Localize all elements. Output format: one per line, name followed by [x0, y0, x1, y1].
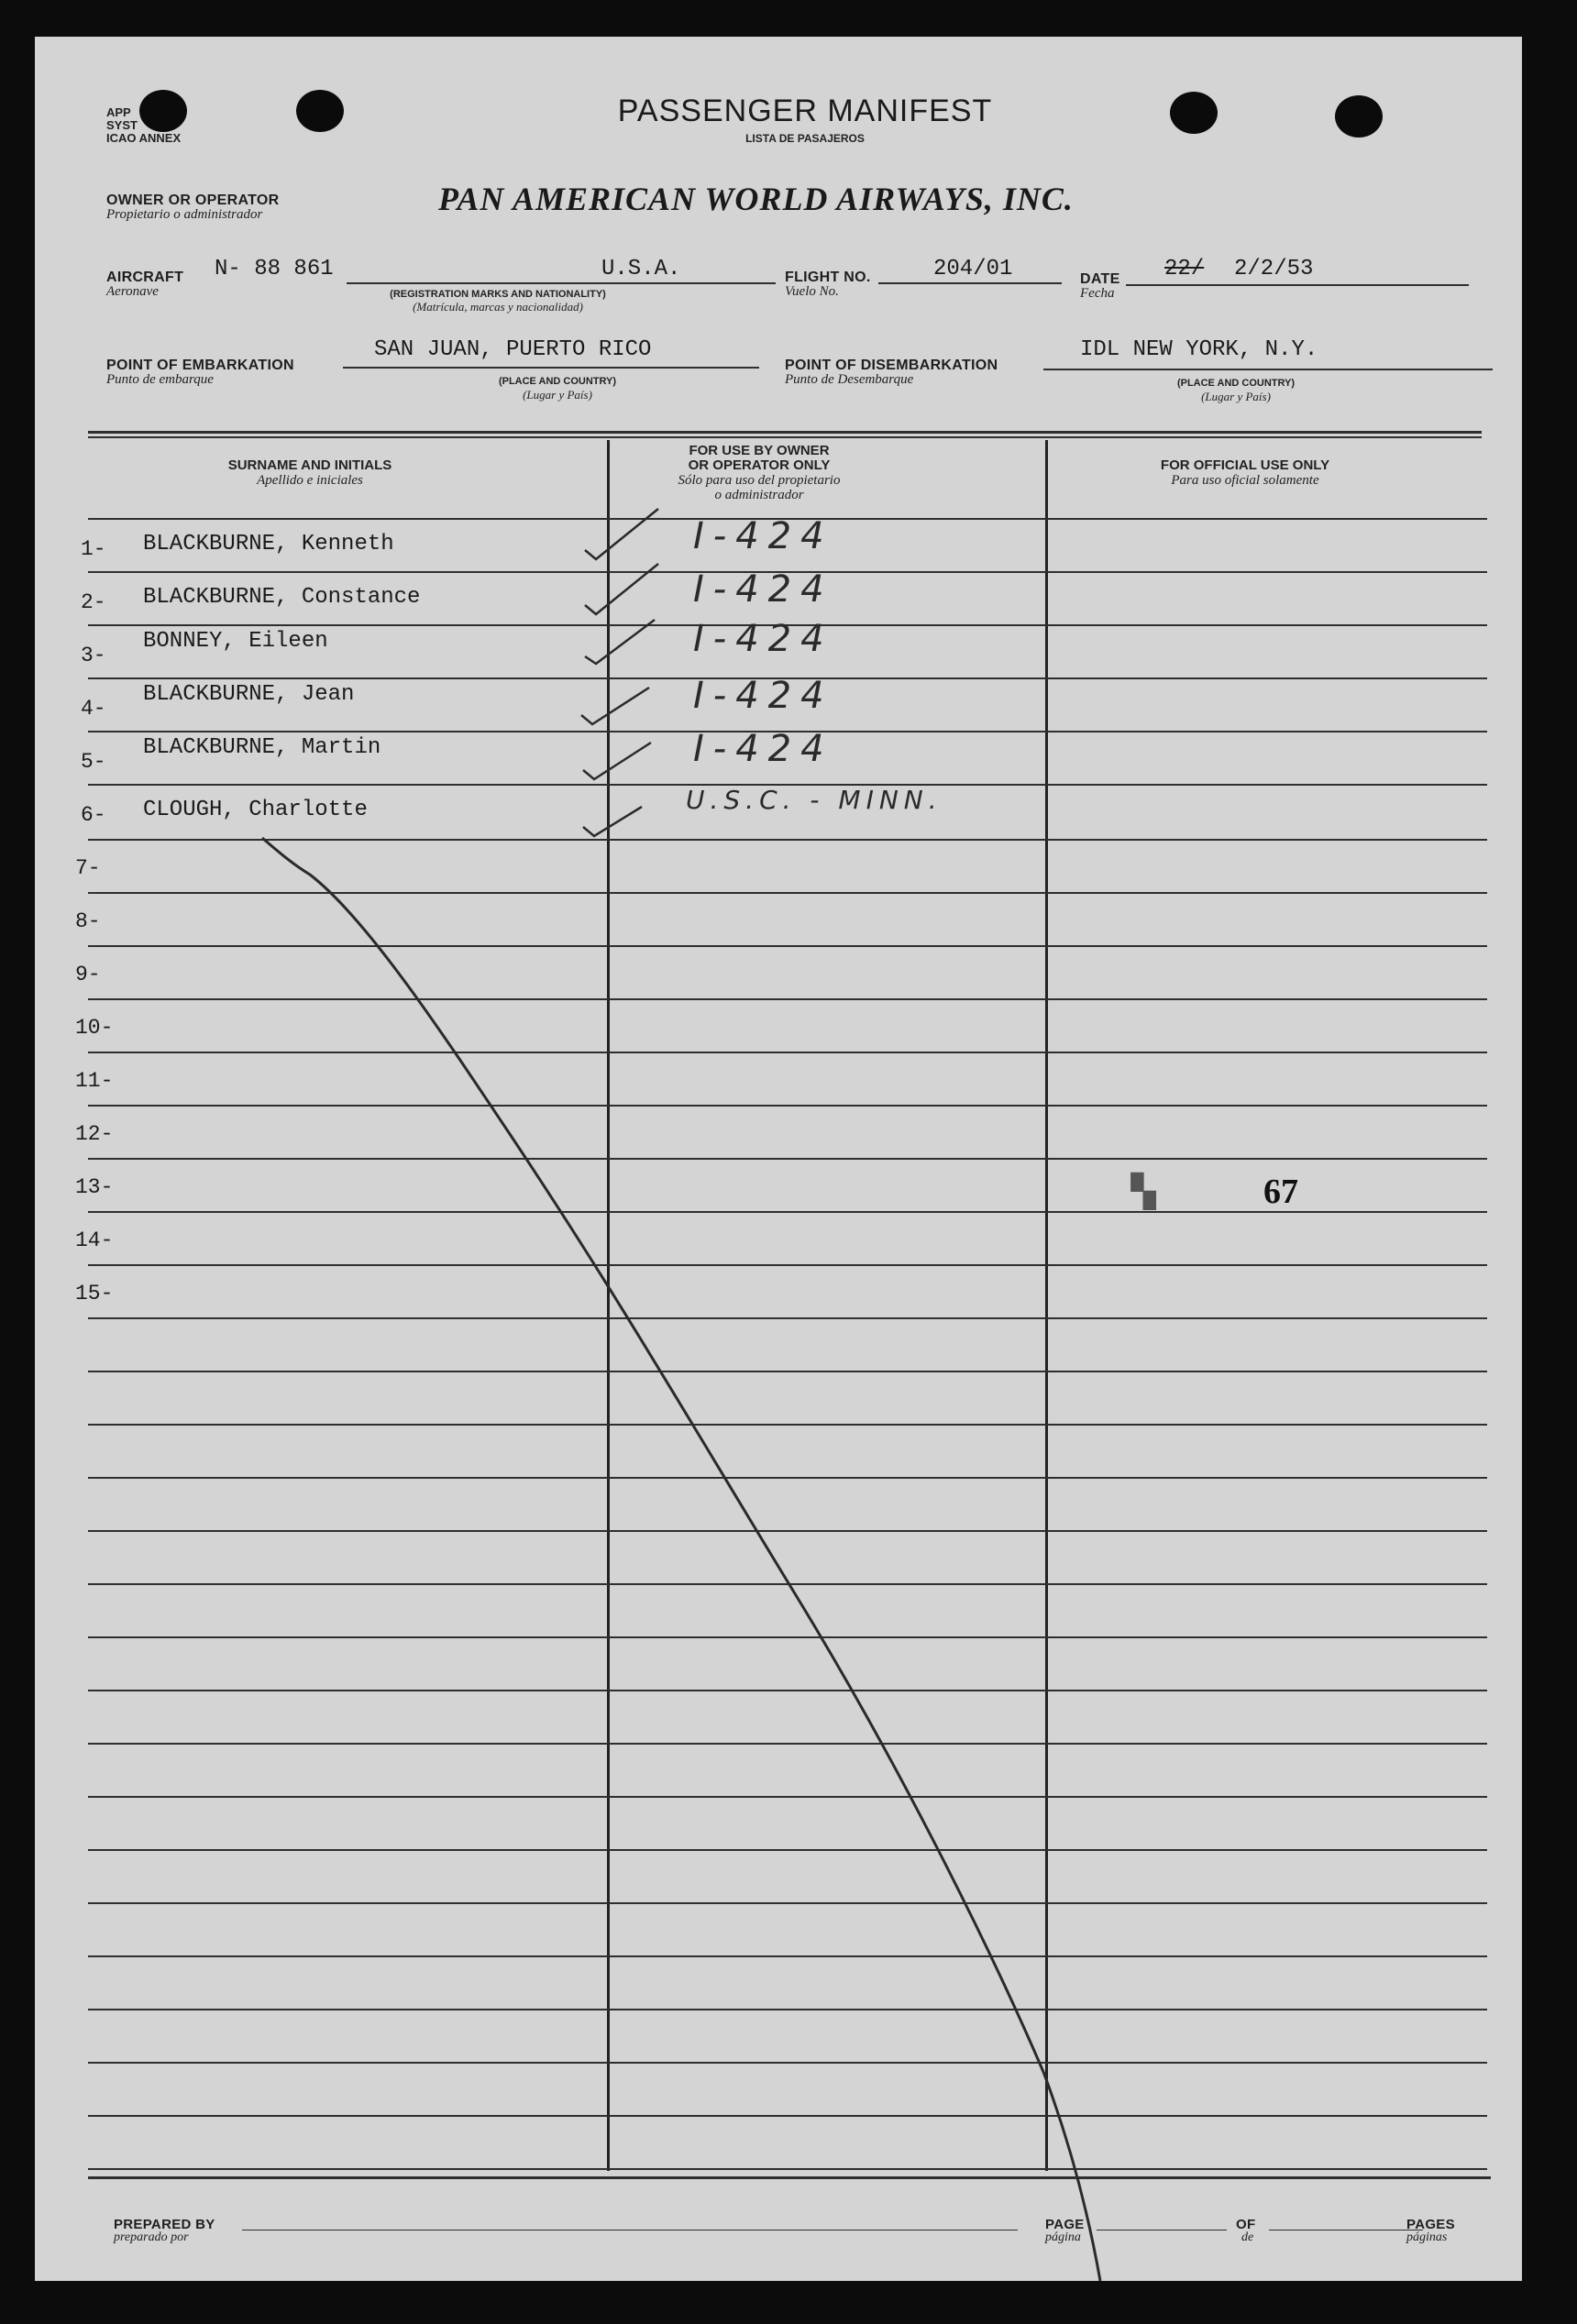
approval-line: SYST: [106, 118, 138, 132]
place-caption-es: (Lugar y País): [1201, 390, 1271, 403]
check-mark: [585, 509, 658, 559]
row-number: 2-: [81, 590, 106, 614]
disembarkation-label-es: Punto de Desembarque: [785, 372, 914, 387]
owner-note: I-424: [693, 675, 833, 717]
approval-line: APP: [106, 105, 131, 119]
check-marks: [581, 509, 658, 836]
row-number: 13-: [75, 1175, 114, 1199]
row-number: 14-: [75, 1228, 114, 1252]
passenger-name: BLACKBURNE, Martin: [143, 735, 381, 760]
passenger-name: BLACKBURNE, Constance: [143, 585, 421, 610]
manifest-sheet: [35, 37, 1522, 2281]
official-stamp-number: 67: [1263, 1173, 1298, 1211]
place-caption: (PLACE AND COUNTRY): [498, 376, 617, 387]
check-mark: [583, 807, 642, 836]
owner-note: I-424: [693, 568, 833, 611]
owner-label: OWNER OR OPERATOR: [106, 193, 280, 208]
embarkation-label-es: Punto de embarque: [106, 372, 214, 387]
row-number: 8-: [75, 909, 101, 933]
owner-note: U.S.C. - MINN.: [686, 785, 943, 815]
owner-note: I-424: [693, 515, 833, 557]
pages-label-es: páginas: [1406, 2230, 1448, 2244]
place-caption-es: (Lugar y País): [523, 388, 592, 402]
disembarkation-value: IDL NEW YORK, N.Y.: [1080, 337, 1318, 362]
row-number: 4-: [81, 697, 106, 721]
column-heading-owner-es: Sólo para uso del propietario: [678, 473, 841, 488]
column-heading-surname: SURNAME AND INITIALS: [227, 457, 392, 473]
page-label-es: página: [1045, 2230, 1081, 2244]
aircraft-registration: N- 88 861: [215, 257, 334, 281]
owner-note: I-424: [693, 618, 833, 660]
embarkation-value: SAN JUAN, PUERTO RICO: [374, 337, 652, 362]
passenger-name: BLACKBURNE, Kenneth: [143, 532, 394, 556]
row-number: 15-: [75, 1282, 114, 1305]
row-number: 3-: [81, 644, 106, 667]
row-number: 6-: [81, 803, 106, 827]
check-mark: [581, 688, 649, 724]
of-label-es: de: [1241, 2230, 1254, 2244]
aircraft-label-es: Aeronave: [106, 284, 159, 299]
embarkation-label: POINT OF EMBARKATION: [106, 358, 294, 373]
date-label: DATE: [1080, 271, 1120, 287]
owner-label-es: Propietario o administrador: [106, 207, 263, 222]
row-number: 11-: [75, 1069, 114, 1093]
row-number: 12-: [75, 1122, 114, 1146]
date-struck: 22/: [1164, 257, 1205, 281]
official-stamp-mark: ▚: [1131, 1175, 1156, 1209]
row-number: 7-: [75, 856, 101, 880]
row-number: 1-: [81, 537, 106, 561]
page-title: PASSENGER MANIFEST: [617, 94, 993, 128]
flight-label-es: Vuelo No.: [785, 284, 839, 299]
registration-caption: (REGISTRATION MARKS AND NATIONALITY): [390, 289, 606, 300]
check-mark: [585, 564, 658, 614]
aircraft-label: AIRCRAFT: [106, 270, 184, 285]
column-heading-owner-es: o administrador: [714, 488, 804, 502]
flight-number: 204/01: [933, 257, 1013, 281]
registration-caption-es: (Matrícula, marcas y nacionalidad): [413, 300, 583, 314]
date-label-es: Fecha: [1080, 286, 1115, 301]
prepared-by-label-es: preparado por: [114, 2230, 189, 2244]
strike-through-curve: [262, 838, 1100, 2281]
pages-label: PAGES: [1406, 2217, 1455, 2232]
column-heading-owner: OR OPERATOR ONLY: [688, 457, 831, 473]
passenger-name: BLACKBURNE, Jean: [143, 682, 355, 707]
of-label: OF: [1236, 2217, 1256, 2232]
approval-line: ICAO ANNEX: [106, 131, 182, 145]
column-heading-official: FOR OFFICIAL USE ONLY: [1160, 457, 1330, 473]
passenger-name: BONNEY, Eileen: [143, 629, 328, 654]
owner-name: PAN AMERICAN WORLD AIRWAYS, INC.: [438, 181, 1074, 217]
column-heading-official-es: Para uso oficial solamente: [1171, 473, 1319, 488]
passenger-name: CLOUGH, Charlotte: [143, 798, 368, 822]
date-value: 2/2/53: [1234, 257, 1314, 281]
column-heading-surname-es: Apellido e iniciales: [257, 473, 363, 488]
row-number: 10-: [75, 1016, 114, 1040]
place-caption: (PLACE AND COUNTRY): [1176, 378, 1296, 389]
handwritten-marks: [35, 37, 1522, 2281]
check-mark: [585, 620, 655, 664]
owner-note: I-424: [693, 728, 833, 770]
row-number: 5-: [81, 750, 106, 774]
check-mark: [583, 743, 651, 779]
page-subtitle: LISTA DE PASAJEROS: [745, 132, 865, 145]
flight-label: FLIGHT NO.: [785, 270, 871, 285]
row-number: 9-: [75, 963, 101, 986]
aircraft-nationality: U.S.A.: [601, 257, 681, 281]
page-label: PAGE: [1045, 2217, 1085, 2232]
column-heading-owner: FOR USE BY OWNER: [689, 443, 830, 458]
prepared-by-label: PREPARED BY: [114, 2217, 215, 2232]
disembarkation-label: POINT OF DISEMBARKATION: [785, 358, 998, 373]
